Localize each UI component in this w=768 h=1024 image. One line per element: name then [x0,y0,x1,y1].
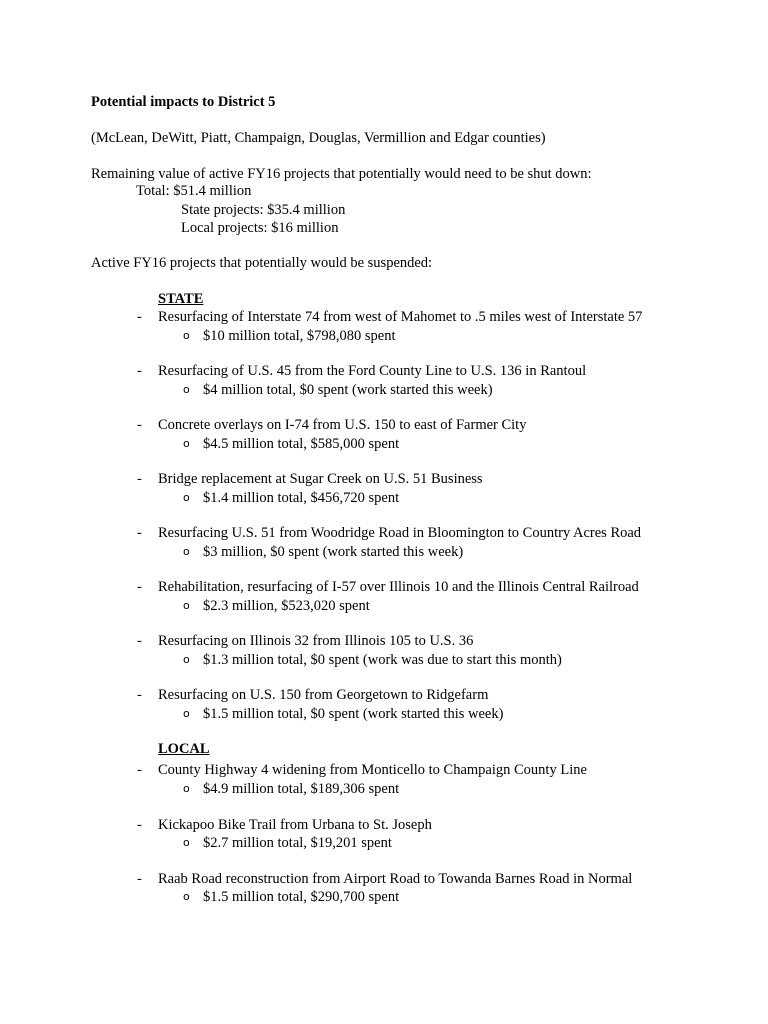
project-description: Rehabilitation, resurfacing of I-57 over Illinois 10 and the Illinois Central Railroad [158,579,639,595]
circle-bullet-icon: o [183,653,190,666]
counties-note: (McLean, DeWitt, Piatt, Champaign, Douglas, Vermillion and Edgar counties) [91,130,546,146]
circle-bullet-icon: o [183,383,190,396]
circle-bullet-icon: o [183,491,190,504]
circle-bullet-icon: o [183,836,190,849]
project-description: Resurfacing on Illinois 32 from Illinois 105 to U.S. 36 [158,633,474,649]
state-projects-value: State projects: $35.4 million [181,202,346,218]
circle-bullet-icon: o [183,329,190,342]
project-cost: $1.5 million total, $290,700 spent [203,889,400,905]
project-description: Bridge replacement at Sugar Creek on U.S. 51 Business [158,471,483,487]
circle-bullet-icon: o [183,890,190,903]
circle-bullet-icon: o [183,707,190,720]
project-cost: $1.3 million total, $0 spent (work was due to start this month) [203,652,562,668]
local-section-heading: LOCAL [158,741,210,757]
project-description: Raab Road reconstruction from Airport Road to Towanda Barnes Road in Normal [158,871,633,887]
list-dash: - [137,417,142,433]
project-cost: $4.5 million total, $585,000 spent [203,436,400,452]
circle-bullet-icon: o [183,599,190,612]
project-cost: $1.4 million total, $456,720 spent [203,490,400,506]
project-cost: $2.7 million total, $19,201 spent [203,835,392,851]
project-description: Resurfacing on U.S. 150 from Georgetown to Ridgefarm [158,687,489,703]
project-description: Resurfacing of Interstate 74 from west of Mahomet to .5 miles west of Interstate 57 [158,309,643,325]
list-dash: - [137,309,142,325]
list-dash: - [137,762,142,778]
project-cost: $10 million total, $798,080 spent [203,328,396,344]
circle-bullet-icon: o [183,437,190,450]
project-cost: $2.3 million, $523,020 spent [203,598,370,614]
document-title: Potential impacts to District 5 [91,94,276,110]
project-description: Resurfacing U.S. 51 from Woodridge Road in Bloomington to Country Acres Road [158,525,642,541]
total-value: Total: $51.4 million [136,183,252,199]
local-projects-value: Local projects: $16 million [181,220,339,236]
circle-bullet-icon: o [183,545,190,558]
project-description: Kickapoo Bike Trail from Urbana to St. Joseph [158,817,432,833]
list-dash: - [137,525,142,541]
project-cost: $4 million total, $0 spent (work started this week) [203,382,493,398]
list-dash: - [137,817,142,833]
project-description: Concrete overlays on I-74 from U.S. 150 to east of Farmer City [158,417,527,433]
remaining-value-intro: Remaining value of active FY16 projects that potentially would need to be shut down: [91,166,592,182]
state-section-heading: STATE [158,291,204,307]
list-dash: - [137,871,142,887]
list-dash: - [137,363,142,379]
project-cost: $3 million, $0 spent (work started this week) [203,544,464,560]
project-description: Resurfacing of U.S. 45 from the Ford County Line to U.S. 136 in Rantoul [158,363,587,379]
project-cost: $1.5 million total, $0 spent (work started this week) [203,706,504,722]
project-cost: $4.9 million total, $189,306 spent [203,781,400,797]
list-dash: - [137,633,142,649]
circle-bullet-icon: o [183,782,190,795]
list-dash: - [137,579,142,595]
list-dash: - [137,687,142,703]
suspended-projects-intro: Active FY16 projects that potentially would be suspended: [91,255,433,271]
project-description: County Highway 4 widening from Monticello to Champaign County Line [158,762,587,778]
list-dash: - [137,471,142,487]
